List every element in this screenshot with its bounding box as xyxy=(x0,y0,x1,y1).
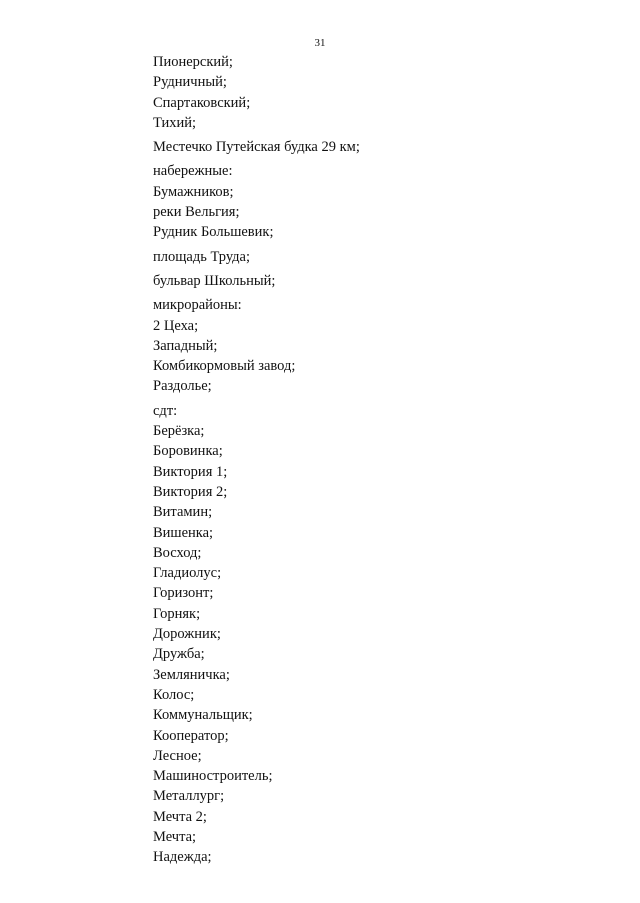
list-item: Спартаковский; xyxy=(153,94,251,111)
list-item: Металлург; xyxy=(153,788,225,805)
list-item: Надежда; xyxy=(153,849,212,866)
list-item: Машиностроитель; xyxy=(153,768,273,785)
list-item: Западный; xyxy=(153,337,218,354)
list-item: Боровинка; xyxy=(153,443,223,460)
list-item: Лесное; xyxy=(153,747,202,764)
square-entry: площадь Труда; xyxy=(153,248,251,265)
list-item: Коммунальщик; xyxy=(153,707,253,724)
list-item: Рудничный; xyxy=(153,74,227,91)
list-item: Дорожник; xyxy=(153,626,221,643)
list-item: Тихий; xyxy=(153,114,197,131)
list-item: Земляничка; xyxy=(153,666,230,683)
list-item: Комбикормовый завод; xyxy=(153,358,296,375)
list-item: Кооператор; xyxy=(153,727,229,744)
list-item: Бумажников; xyxy=(153,183,234,200)
list-item: Виктория 1; xyxy=(153,463,228,480)
list-item: Мечта; xyxy=(153,828,197,845)
page-number: 31 xyxy=(314,37,326,49)
section-heading: набережные: xyxy=(153,163,233,180)
section-heading: микрорайоны: xyxy=(153,297,242,314)
list-item: Раздолье; xyxy=(153,378,212,395)
locality-entry: Местечко Путейская будка 29 км; xyxy=(153,139,360,156)
embankments-section xyxy=(153,161,593,242)
list-item: Виктория 2; xyxy=(153,483,228,500)
list-item: Рудник Большевик; xyxy=(153,224,274,241)
list-item: Восход; xyxy=(153,544,202,561)
boulevard-entry: бульвар Школьный; xyxy=(153,272,276,289)
list-item: Колос; xyxy=(153,686,195,703)
list-item: Дружба; xyxy=(153,646,205,663)
list-item: Пионерский; xyxy=(153,54,233,70)
microdistricts-section xyxy=(153,295,593,396)
list-item: Мечта 2; xyxy=(153,808,207,825)
section-heading: сдт: xyxy=(153,402,178,419)
list-item: Вишенка; xyxy=(153,524,214,541)
list-item: Берёзка; xyxy=(153,423,205,440)
list-item: Горняк; xyxy=(153,605,201,622)
list-item: Гладиолус; xyxy=(153,565,222,582)
list-item: Витамин; xyxy=(153,504,213,521)
streets-list xyxy=(153,52,593,133)
list-item: Горизонт; xyxy=(153,585,214,602)
list-item: 2 Цеха; xyxy=(153,317,199,334)
document-body xyxy=(153,52,593,868)
list-item: реки Вельгия; xyxy=(153,204,240,221)
sdt-section xyxy=(153,401,593,868)
